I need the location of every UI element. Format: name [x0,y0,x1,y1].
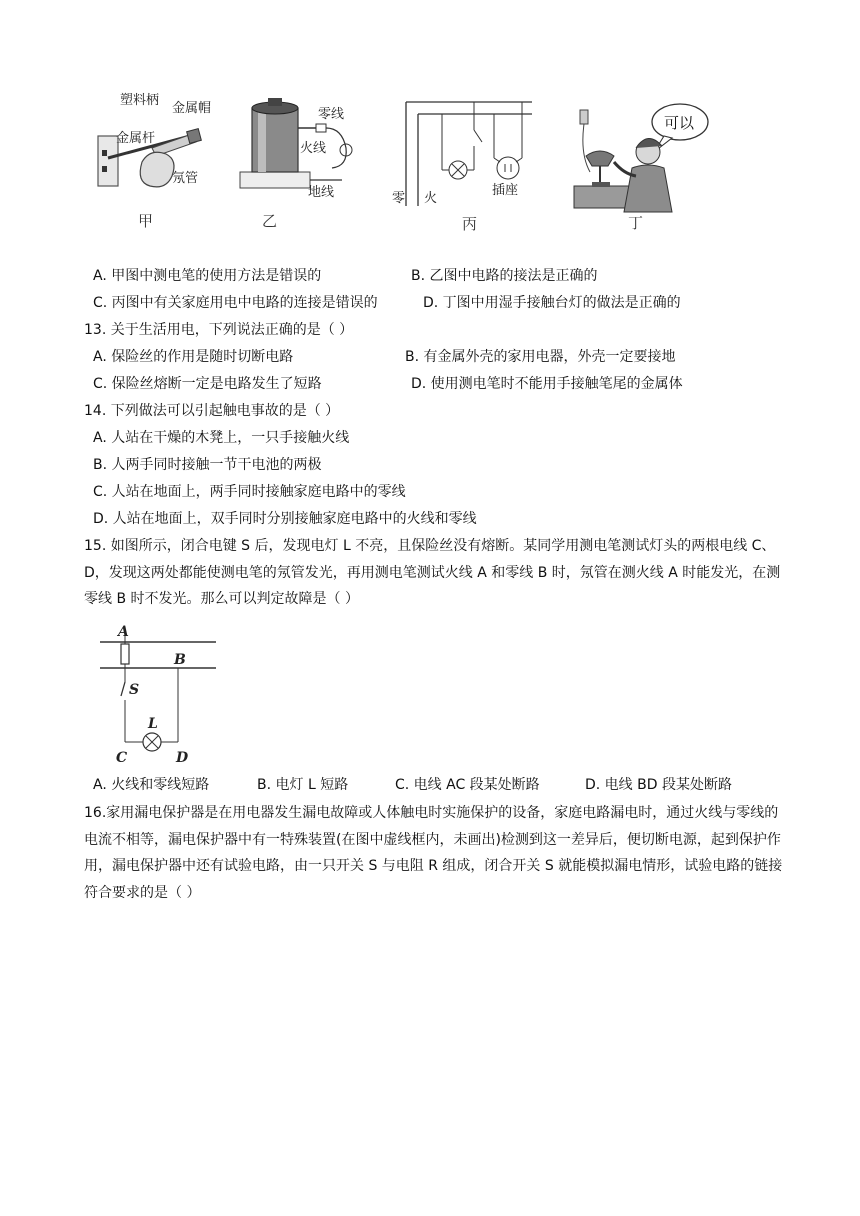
caption-bing: 丙 [462,215,478,233]
q15-stem: 15. 如图所示，闭合电键 S 后，发现电灯 L 不亮，且保险丝没有熔断。某同学用测电笔测试灯头的两根电线 C、D，发现这两处都能使测电笔的氖管发光，再用测电笔测试火线 A 和零线 B 时，氖管在测火线 A 时能发光，在测零线 B 时不发光。那么可以判定故障是（ ） [84,538,781,607]
circuit-label-c: C [116,750,128,764]
figure-bing-household-circuit [390,96,540,208]
circuit-label-s: S [129,682,140,698]
q14-option-d[interactable]: D. 人站在地面上，双手同时分别接触家庭电路中的火线和零线 [93,511,477,527]
figure-jia-test-pen [92,88,228,198]
q13-option-d[interactable]: D. 使用测电笔时不能用手接触笔尾的金属体 [411,376,683,392]
label-neutral-wire: 零线 [318,107,345,122]
label-socket: 插座 [492,183,519,198]
q13-option-c[interactable]: C. 保险丝熔断一定是电路发生了短路 [93,376,322,392]
q12-option-a[interactable]: A. 甲图中测电笔的使用方法是错误的 [93,268,322,284]
circuit-label-b: B [174,652,186,668]
q12-option-b[interactable]: B. 乙图中电路的接法是正确的 [411,268,598,284]
q14-option-b[interactable]: B. 人两手同时接触一节干电池的两极 [93,457,322,473]
caption-ding: 丁 [628,214,644,232]
q14-option-c[interactable]: C. 人站在地面上，两手同时接触家庭电路中的零线 [93,484,406,500]
q16-stem: 16.家用漏电保护器是在用电器发生漏电故障或人体触电时实施保护的设备，家庭电路漏电时，通过火线与零线的电流不相等，漏电保护器中有一特殊装置(在图中虚线框内，未画出)检测到这一差异后，便切断电源，起到保护作用，漏电保护器中还有试验电路，由一只开关 S 与电阻 R 组成，闭合开关 S 就能模拟漏电情形，试验电路的链接符合要求的是（ ） [84,805,783,901]
label-neutral: 零 [392,191,406,206]
label-live-wire: 火线 [300,141,327,156]
q13-stem: 13. 关于生活用电，下列说法正确的是（ ） [84,322,354,338]
circuit-label-a: A [118,624,129,640]
caption-yi: 乙 [262,212,278,230]
label-metal-rod: 金属杆 [116,131,156,146]
q14-option-a[interactable]: A. 人站在干燥的木凳上，一只手接触火线 [93,430,350,446]
q15-option-a[interactable]: A. 火线和零线短路 [93,777,210,793]
label-ground-wire: 地线 [308,185,335,200]
label-plastic-handle: 塑料柄 [120,93,160,108]
q13-option-b[interactable]: B. 有金属外壳的家用电器，外壳一定要接地 [405,349,676,365]
caption-jia: 甲 [138,212,154,230]
q15-option-b[interactable]: B. 电灯 L 短路 [257,777,349,793]
q15-option-d[interactable]: D. 电线 BD 段某处断路 [585,777,732,793]
circuit-label-d: D [176,750,189,764]
circuit-label-l: L [148,716,158,732]
label-neon-tube: 氖管 [172,171,199,186]
label-live: 火 [424,191,438,206]
label-metal-cap: 金属帽 [172,101,212,116]
q14-stem: 14. 下列做法可以引起触电事故的是（ ） [84,403,340,419]
figure-yi-appliance [238,92,358,202]
q12-option-c[interactable]: C. 丙图中有关家庭用电中电路的连接是错误的 [93,295,378,311]
q15-option-c[interactable]: C. 电线 AC 段某处断路 [395,777,540,793]
q15-circuit-diagram [96,622,220,764]
figure-ding-wet-hand-lamp [570,96,715,214]
q12-option-d[interactable]: D. 丁图中用湿手接触台灯的做法是正确的 [423,295,681,311]
speech-bubble-text: 可以 [664,114,695,132]
q13-option-a[interactable]: A. 保险丝的作用是随时切断电路 [93,349,294,365]
